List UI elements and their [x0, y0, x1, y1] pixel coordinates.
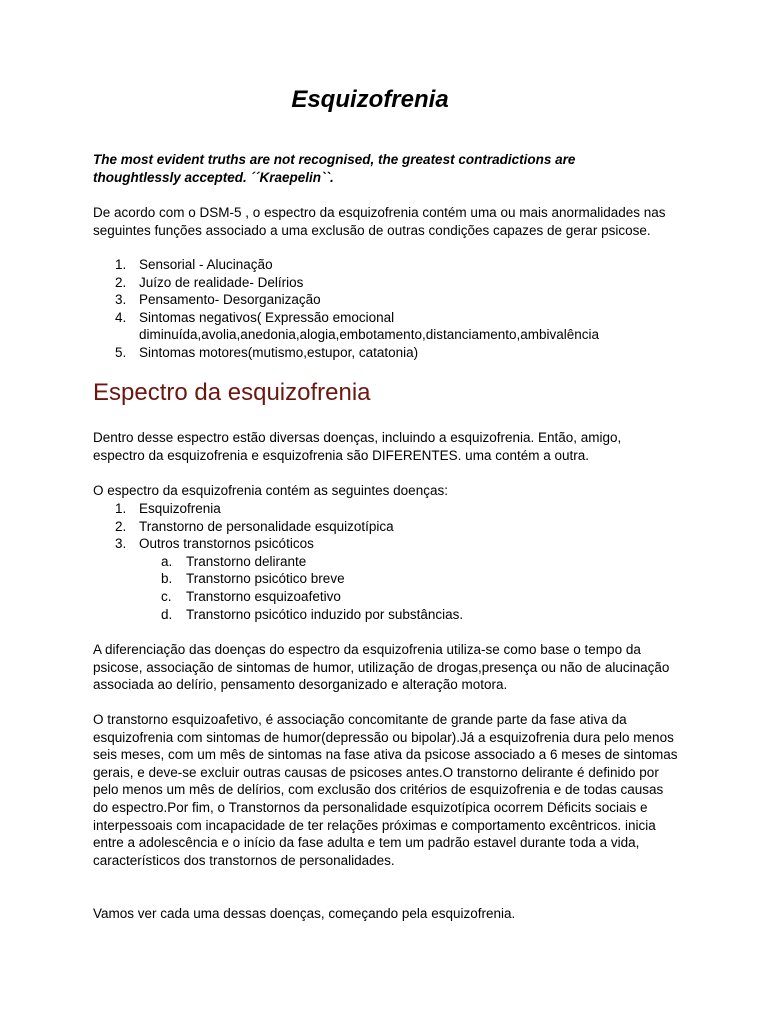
differentiation-paragraph: A diferenciação das doenças do espectro da esquizofrenia utiliza-se como base o tempo da psicose, associação de sintomas de humor, utilização de drogas,presença ou não de alucinação associada ao delírio, pensamento desorganizado e alteração motora.	[93, 642, 670, 693]
list-item: 2. Transtorno de personalidade esquizotípica	[115, 518, 394, 534]
spectrum-diseases-list	[93, 500, 693, 623]
list-item: d. Transtorno psicótico induzido por substâncias.	[161, 606, 464, 622]
psychotic-disorders-sublist	[139, 553, 693, 623]
list-item: 4. Sintomas negativos( Expressão emocional diminuída,avolia,anedonia,alogia,embotamento,distanciamento,ambivalência	[115, 309, 600, 343]
list-item: 1. Sensorial - Alucinação	[115, 257, 273, 272]
disorders-description-paragraph: O transtorno esquizoafetivo, é associação concomitante de grande parte da fase ativa da esquizofrenia com sintomas de humor(depressão ou bipolar).Já a esquizofrenia dura pelo menos seis meses, com um mês de sintomas na fase ativa da psicose associado a 6 meses de sintomas gerais, e deve-se excluir outras causas de psicoses antes.O transtorno delirante é definido por pelo menos um mês de delírios, com exclusão dos critérios de esquizofrenia e de todas causas do espectro.Por fim, o Transtornos da personalidade esquizotípica ocorrem Déficits sociais e interpessoais com incapacidade de ter relações próximas e comportamento excêntricos. inicia entre a adolescência e o início da fase adulta e tem um padrão estavel durante toda a vida, característicos dos transtornos de personalidades.	[93, 712, 678, 868]
list-item: 3. Outros transtornos psicóticos a. Transtorno delirante b. Transtorno psicótico breve c. Transtorno esquizoafetivo d. Transtorno psicótico induzido por substâncias.	[93, 535, 693, 623]
list-item: a. Transtorno delirante	[161, 553, 307, 569]
closing-paragraph: Vamos ver cada uma dessas doenças, começando pela esquizofrenia.	[93, 906, 516, 921]
kraepelin-quote: The most evident truths are not recognised, the greatest contradictions are thoughtlessly accepted. ´´Kraepelin``.	[93, 152, 576, 185]
intro-paragraph: De acordo com o DSM-5 , o espectro da esquizofrenia contém uma ou mais anormalidades nas seguintes funções associado a uma exclusão de outras condições capazes de gerar psicose.	[93, 205, 666, 238]
list-item: c. Transtorno esquizoafetivo	[161, 588, 341, 604]
document-title: Esquizofrenia	[291, 86, 449, 113]
list-item: b. Transtorno psicótico breve	[161, 571, 345, 587]
spectrum-paragraph: Dentro desse espectro estão diversas doenças, incluindo a esquizofrenia. Então, amigo, espectro da esquizofrenia e esquizofrenia são DIFERENTES. uma contém a outra.	[93, 430, 622, 463]
section-heading: Espectro da esquizofrenia	[93, 379, 371, 406]
list-item: 1. Esquizofrenia	[115, 501, 221, 516]
list-item: 2. Juízo de realidade- Delírios	[115, 274, 304, 290]
list-item: 3. Pensamento- Desorganização	[115, 292, 321, 308]
list-item: 5. Sintomas motores(mutismo,estupor, catatonia)	[115, 344, 419, 360]
diseases-intro: O espectro da esquizofrenia contém as seguintes doenças:	[93, 483, 448, 498]
dsm5-functions-list	[93, 256, 693, 362]
